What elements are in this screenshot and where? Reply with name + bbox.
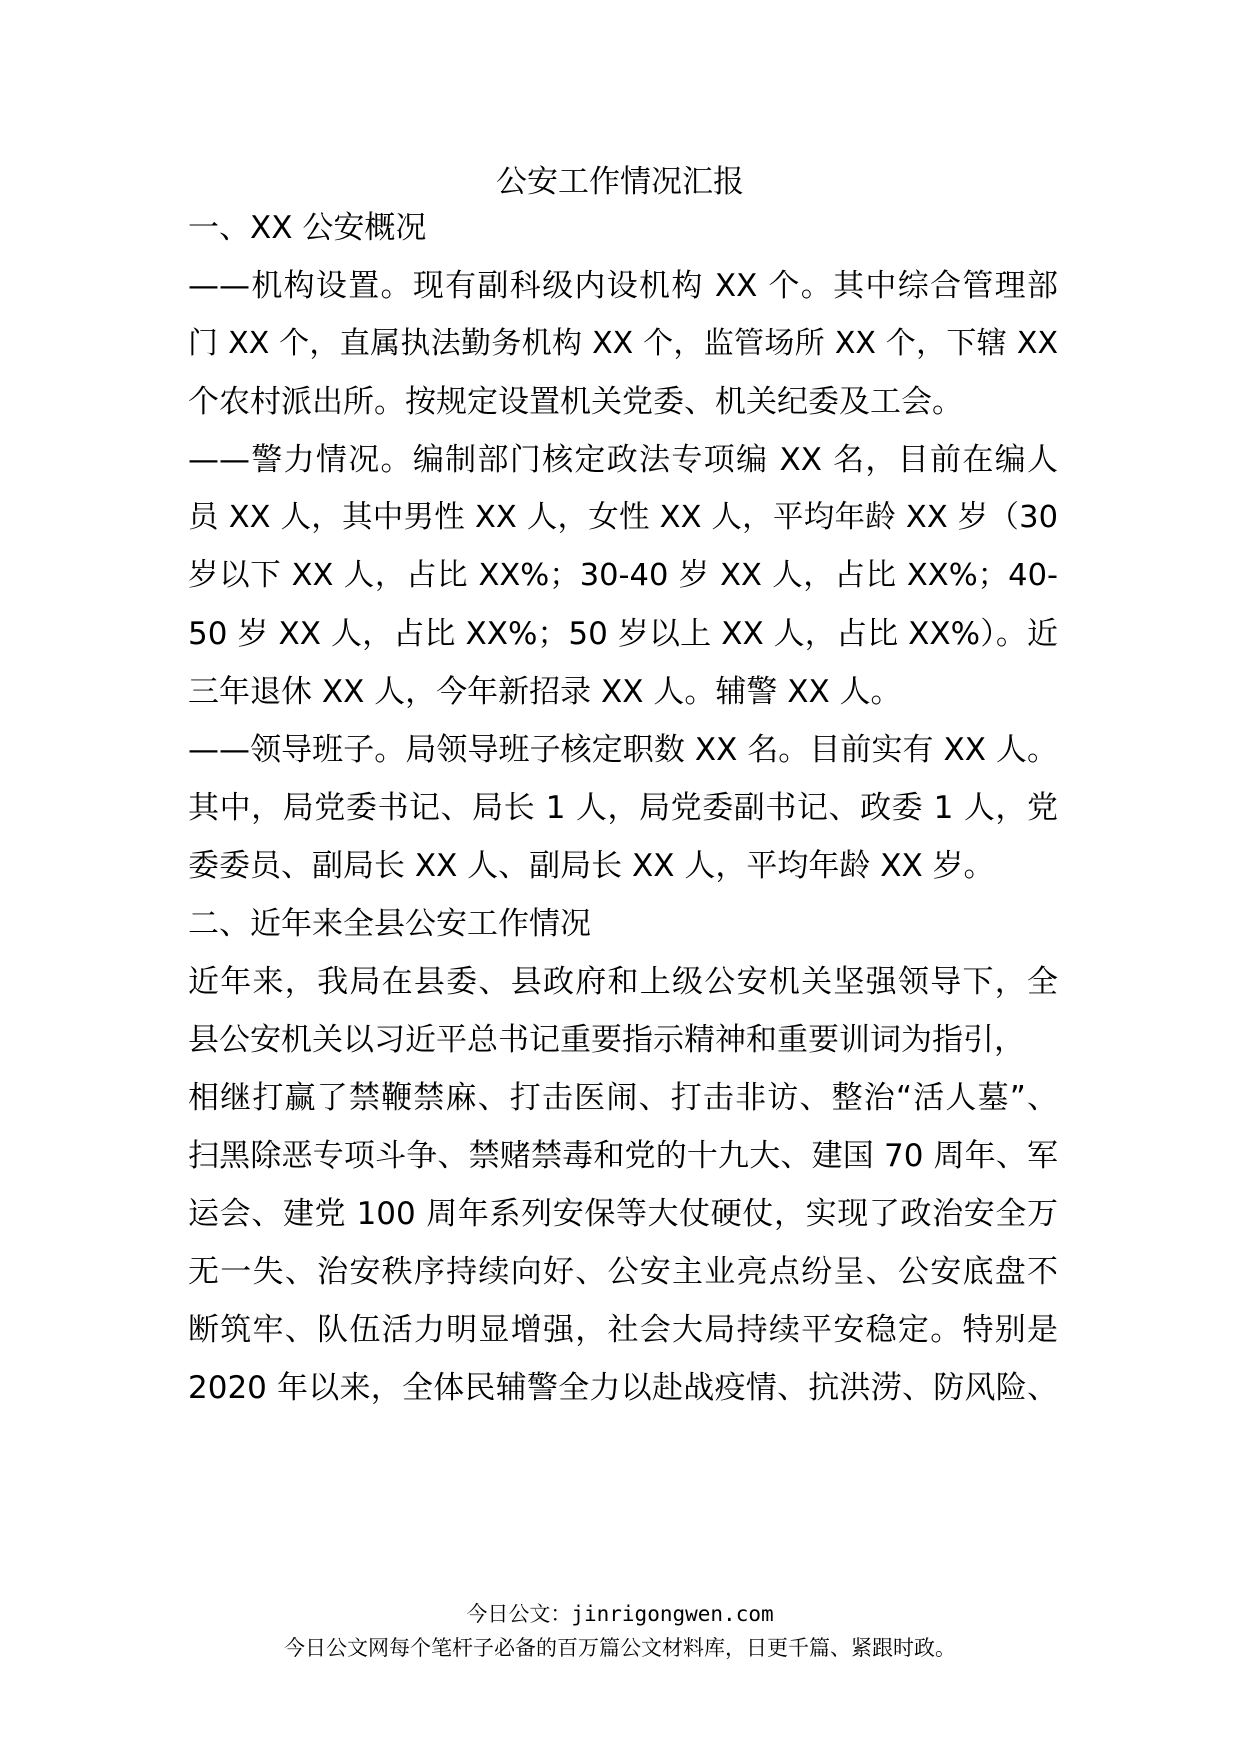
section-heading-2: 二、近年来全县公安工作情况	[188, 906, 591, 942]
body-line: 扫黑除恶专项斗争、禁赌禁毒和党的十九大、建国 70 周年、军	[188, 1138, 1058, 1174]
document-title: 公安工作情况汇报	[496, 164, 744, 200]
section-heading-1: 一、XX 公安概况	[188, 210, 427, 246]
body-line: 委委员、副局长 XX 人、副局长 XX 人，平均年龄 XX 岁。	[188, 848, 995, 884]
body-line: 50 岁 XX 人，占比 XX%；50 岁以上 XX 人，占比 XX%）。近	[188, 616, 1058, 652]
body-line: 相继打赢了禁鞭禁麻、打击医闹、打击非访、整治“活人墓”、	[188, 1080, 1058, 1116]
body-line: 县公安机关以习近平总书记重要指示精神和重要训词为指引，	[188, 1022, 1025, 1058]
body-line: 运会、建党 100 周年系列安保等大仗硬仗，实现了政治安全万	[188, 1196, 1058, 1232]
footer-site-link[interactable]: 今日公文：jinrigongwen.com	[466, 1602, 774, 1626]
body-line: 其中，局党委书记、局长 1 人，局党委副书记、政委 1 人，党	[188, 790, 1058, 826]
footer-slogan: 今日公文网每个笔杆子必备的百万篇公文材料库，日更千篇、紧跟时政。	[284, 1636, 956, 1660]
body-line: 岁以下 XX 人，占比 XX%；30-40 岁 XX 人，占比 XX%；40-	[188, 558, 1058, 593]
body-line: 门 XX 个，直属执法勤务机构 XX 个，监管场所 XX 个，下辖 XX	[188, 326, 1058, 361]
body-line: 断筑牢、队伍活力明显增强，社会大局持续平安稳定。特别是	[188, 1312, 1058, 1348]
body-line: 无一失、治安秩序持续向好、公安主业亮点纷呈、公安底盘不	[188, 1254, 1058, 1290]
body-line: 近年来，我局在县委、县政府和上级公安机关坚强领导下，全	[188, 964, 1058, 1000]
body-line: ——机构设置。现有副科级内设机构 XX 个。其中综合管理部	[188, 268, 1058, 304]
body-line: ——领导班子。局领导班子核定职数 XX 名。目前实有 XX 人。	[188, 732, 1058, 768]
body-line: 个农村派出所。按规定设置机关党委、机关纪委及工会。	[188, 384, 963, 420]
body-line: 员 XX 人，其中男性 XX 人，女性 XX 人，平均年龄 XX 岁（30	[188, 500, 1058, 535]
body-line: 2020 年以来，全体民辅警全力以赴战疫情、抗洪涝、防风险、	[188, 1370, 1058, 1406]
body-line: 三年退休 XX 人，今年新招录 XX 人。辅警 XX 人。	[188, 674, 902, 710]
body-line: ——警力情况。编制部门核定政法专项编 XX 名，目前在编人	[188, 442, 1058, 478]
